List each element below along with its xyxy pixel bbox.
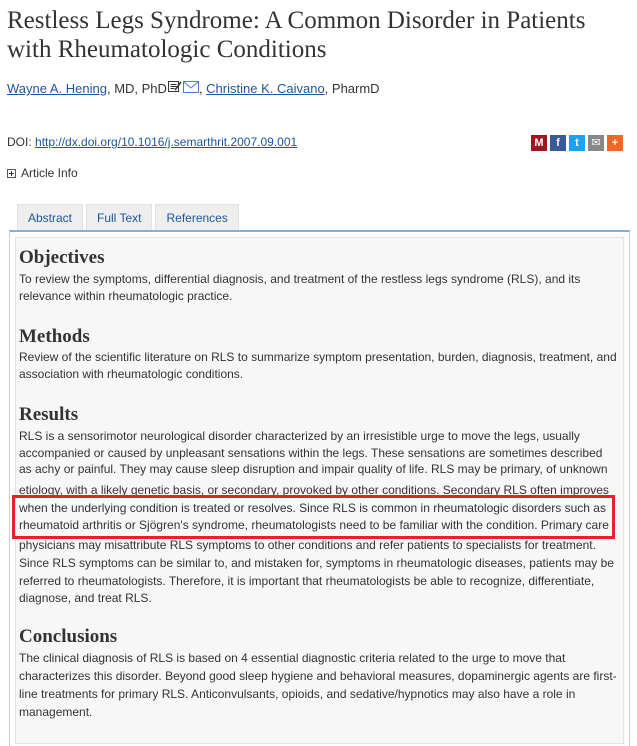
doi-line	[7, 134, 297, 150]
paragraph-line: etiology, with a likely genetic basis, or secondary, provoked by other conditions. Secondary RLS often improves	[19, 483, 609, 497]
facebook-icon[interactable]: f	[550, 135, 566, 151]
article-title-line-1: Restless Legs Syndrome: A Common Disorder in Patients	[7, 7, 586, 34]
doi-label: DOI:	[7, 135, 36, 149]
share-toolbar	[531, 135, 623, 151]
paragraph-line: characterizes this disorder. Beyond good sleep hygiene and behavioral measures, dopaminergic agents are first-	[19, 669, 617, 683]
doi-link[interactable]: http://dx.doi.org/10.1016/j.semarthrit.2007.09.001	[35, 135, 298, 149]
tab-full-text[interactable]: Full Text	[86, 204, 152, 230]
twitter-icon[interactable]: t	[569, 135, 585, 151]
author-link-hening[interactable]: Wayne A. Hening	[7, 81, 107, 96]
paragraph-line: relevance within rheumatologic practice.	[19, 289, 233, 303]
paragraph-line: RLS is a sensorimotor neurological disorder characterized by an irresistible urge to move the legs, usually	[19, 429, 580, 443]
tab-references[interactable]: References	[155, 204, 238, 230]
email-icon[interactable]: ✉	[588, 135, 604, 151]
paragraph-line: physicians may misattribute RLS symptoms to other conditions and refer patients to specialists for treatment.	[19, 538, 596, 552]
paragraph-line: To review the symptoms, differential diagnosis, and treatment of the restless legs syndrome (RLS), and its	[19, 272, 581, 286]
paragraph-line: accompanied or caused by unpleasant sensations within the legs. These sensations are sometimes described	[19, 446, 603, 460]
article-title	[7, 6, 627, 64]
abstract-tabs	[17, 204, 239, 230]
paragraph-line: when the underlying condition is treated or resolves. Since RLS is common in rheumatologic disorders such as	[19, 501, 606, 515]
paragraph-line: association with rheumatologic conditions.	[19, 367, 244, 381]
mendeley-icon[interactable]: M	[531, 135, 547, 151]
paragraph-line: The clinical diagnosis of RLS is based on 4 essential diagnostic criteria related to the urge to move that	[19, 651, 566, 665]
email-author-icon[interactable]	[183, 80, 199, 98]
author-degree: , PharmD	[324, 81, 380, 96]
tab-abstract[interactable]: Abstract	[17, 204, 83, 230]
author-separator: ,	[198, 81, 207, 96]
section-heading-objectives: Objectives	[19, 247, 105, 268]
paragraph-line: rheumatoid arthritis or Sjögren's syndrome, rheumatologists need to be familiar with the condition. Primary care	[19, 518, 609, 532]
section-heading-methods: Methods	[19, 326, 90, 347]
paragraph-line: as achy or painful. They may cause sleep disruption and impair quality of life. RLS may be primary, of unknown	[19, 462, 608, 476]
paragraph-line: management.	[19, 705, 93, 719]
section-heading-results: Results	[19, 404, 79, 425]
more-share-icon[interactable]: +	[607, 135, 623, 151]
paragraph-line: referred to rheumatologists. Therefore, it is important that rheumatologists be able to recognize, differentiate,	[19, 574, 595, 588]
article-info-toggle[interactable]	[7, 166, 78, 180]
paragraph-line: Review of the scientific literature on RLS to summarize symptom presentation, burden, diagnosis, treatment, and	[19, 350, 617, 364]
author-degree: , MD, PhD	[106, 81, 167, 96]
paragraph-line: diagnose, and treat RLS.	[19, 591, 152, 605]
paragraph-line: Since RLS symptoms can be similar to, and mistaken for, symptoms in rheumatologic diseases, patients may be	[19, 556, 614, 570]
expand-plus-icon[interactable]	[7, 169, 16, 178]
article-info-label: Article Info	[21, 166, 78, 180]
author-list	[7, 80, 380, 98]
paragraph-line: line treatments for primary RLS. Anticonvulsants, opioids, and sedative/hypnotics may also have a role in	[19, 687, 576, 701]
correspondence-icon[interactable]	[168, 80, 182, 98]
author-link-caivano[interactable]: Christine K. Caivano	[206, 81, 325, 96]
article-title-line-2: with Rheumatologic Conditions	[7, 36, 327, 63]
section-heading-conclusions: Conclusions	[19, 626, 118, 647]
